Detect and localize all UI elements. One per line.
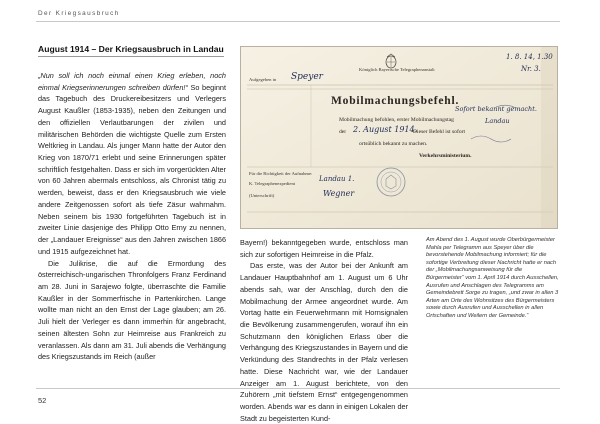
telegram-line-3: ortsüblich bekannt zu machen.: [359, 141, 428, 147]
stamp-handwriting: Landau 1.: [319, 175, 355, 183]
handwritten-signature: Wegner: [323, 189, 355, 198]
handwritten-margin-place: Landau: [485, 117, 510, 125]
telegram-headline: Mobilmachungsbefehl.: [331, 95, 460, 107]
aufgegeben-label: Aufgegeben in: [249, 77, 277, 82]
article-title: August 1914 – Der Kriegsausbruch in Landau: [38, 44, 224, 54]
telegram-line-2b: Dieser Befehl ist sofort: [413, 129, 466, 135]
telegram-line-1: Mobilmachung befohlen, erster Mobilmachungstag: [339, 117, 454, 123]
paragraph-arrival: Das erste, was der Autor bei der Ankunft am Landauer Hauptbahnhof am 1. August um 6 Uhr abends sah, war der Anschlag, durch den die Mobilmachung der Armee angeordnet wurde. Am Vortag hatte ein Feuerwehrmann mit Hornsignalen die Bevölkerung zusammengerufen, worauf ihn ein Schutzmann den königlichen Erlass über die Verhängung des Kriegszustandes in Bayern und die Verkündung des Standrechts in der Pfalz verlesen hatte. Diese Nachricht war, wie der Landauer Anzeiger am 1. August berichtete, von den Zuhörern „mit tiefstem Ernst“ entgegengenommen worden. Abends war es dann in einigen Lokalen der Stadt zu begeisterten Kund-: [240, 261, 408, 423]
paragraph-continuation: Bayern!) bekanntgegeben wurde, entschloss man sich zur sofortigen Heimreise in die Pfalz.: [240, 238, 408, 259]
left-text-column: [38, 70, 226, 363]
header-divider: [36, 21, 560, 22]
handwritten-margin-note: Sofort bekannt gemacht.: [455, 105, 537, 113]
title-divider: [38, 56, 224, 57]
handwritten-number: Nr. 3.: [521, 65, 541, 73]
telegram-photo: [240, 46, 558, 229]
fine-print-2: K. Telegraphenexpedient: [249, 181, 296, 186]
telegram-line-2-label: der: [339, 129, 347, 135]
handwritten-time: 1. 8. 14, 1.30: [506, 53, 553, 61]
fine-print-3: (Unterschrift): [249, 193, 275, 198]
telegram-signature: Verkehrsministerium.: [419, 153, 472, 159]
diary-quote: „Nun soll ich noch einmal einen Krieg erleben, noch einmal Kriegserinnerungen schreiben dürfen!“: [38, 71, 226, 92]
photo-caption: Am Abend des 1. August wurde Oberbürgermeister Mahla per Telegramm aus Speyer über die bevorstehende Mobilmachung informiert; für die sofortige Verbreitung dieser Nachricht hatte er nach der „Mobilmachungsanweisung für die Bürgermeister“ vom 1. April 1914 durch Ausschellen, Ausrufen und Anschlagen des Telegramms am Gemeindebrett Sorge zu tragen, „und zwar in allen 3 Arten am Orte des Wohnsitzes des Bürgermeisters sowie durch Ausrufen und Ausschellen in allen Ortschaften und Weilern der Gemeinde.“: [426, 237, 559, 319]
handwritten-date: 2. August 1914.: [353, 125, 418, 134]
telegram-paper: [241, 47, 558, 229]
running-header: Der Kriegsausbruch: [38, 10, 120, 17]
middle-text-column: [240, 237, 408, 424]
fine-print-1: Für die Richtigkeit der Aufnahme:: [249, 171, 313, 176]
telegraph-office-label: Königlich Bayerische Telegraphenanstalt: [359, 67, 435, 72]
page-number: 52: [38, 396, 47, 405]
paragraph-julikrise: Die Julikrise, die auf die Ermordung des österreichisch-ungarischen Thronfolgers Franz Ferdinand am 28. Juni in Sarajewo folgte, überraschte die Familie Kaußler in der Sommerfrische in Partenkirchen. Lange wollte man nicht an den Ernst der Lage glauben; am 26. Juli hielt der Verleger es dann immerhin für angebracht, seinen ältesten Sohn zur Heimreise aus Frankreich zu veranlassen. Als dann am 31. Juli abends die Verhängung des Kriegszustands im Reich (außer: [38, 258, 226, 362]
footer-divider: [36, 388, 560, 389]
paragraph-intro: [38, 70, 226, 258]
intro-text: So beginnt das Tagebuch des Druckereibesitzers und Verlegers August Kaußler (1853-1935), neben den Zeitungen und den offiziellen Verlautbarungen der zivilen und militärischen Behörden die wichtigste Quelle zum Ersten Weltkrieg in Landau. Als junger Mann hatte der Autor den Krieg von 1870/71 erlebt und seine Erinnerungen später schriftlich festgehalten. Dass er sich im vorgerückten Alter von 60 Jahren abermals entschloss, als Chronist tätig zu werden, beweist, dass er den Kriegsausbruch wie viele andere Zeitgenossen sofort als tiefe Zäsur wahrnahm. Neben seinem bis 1930 fortgeführten Tagebuch ist in zweiter Linie dasjenige des Philipp Otto Erny zu nennen, der „Landauer Ereignisse“ aus den Jahren zwischen 1866 und 1915 aufgezeichnet hat.: [38, 82, 227, 256]
handwritten-place: Speyer: [291, 72, 323, 82]
